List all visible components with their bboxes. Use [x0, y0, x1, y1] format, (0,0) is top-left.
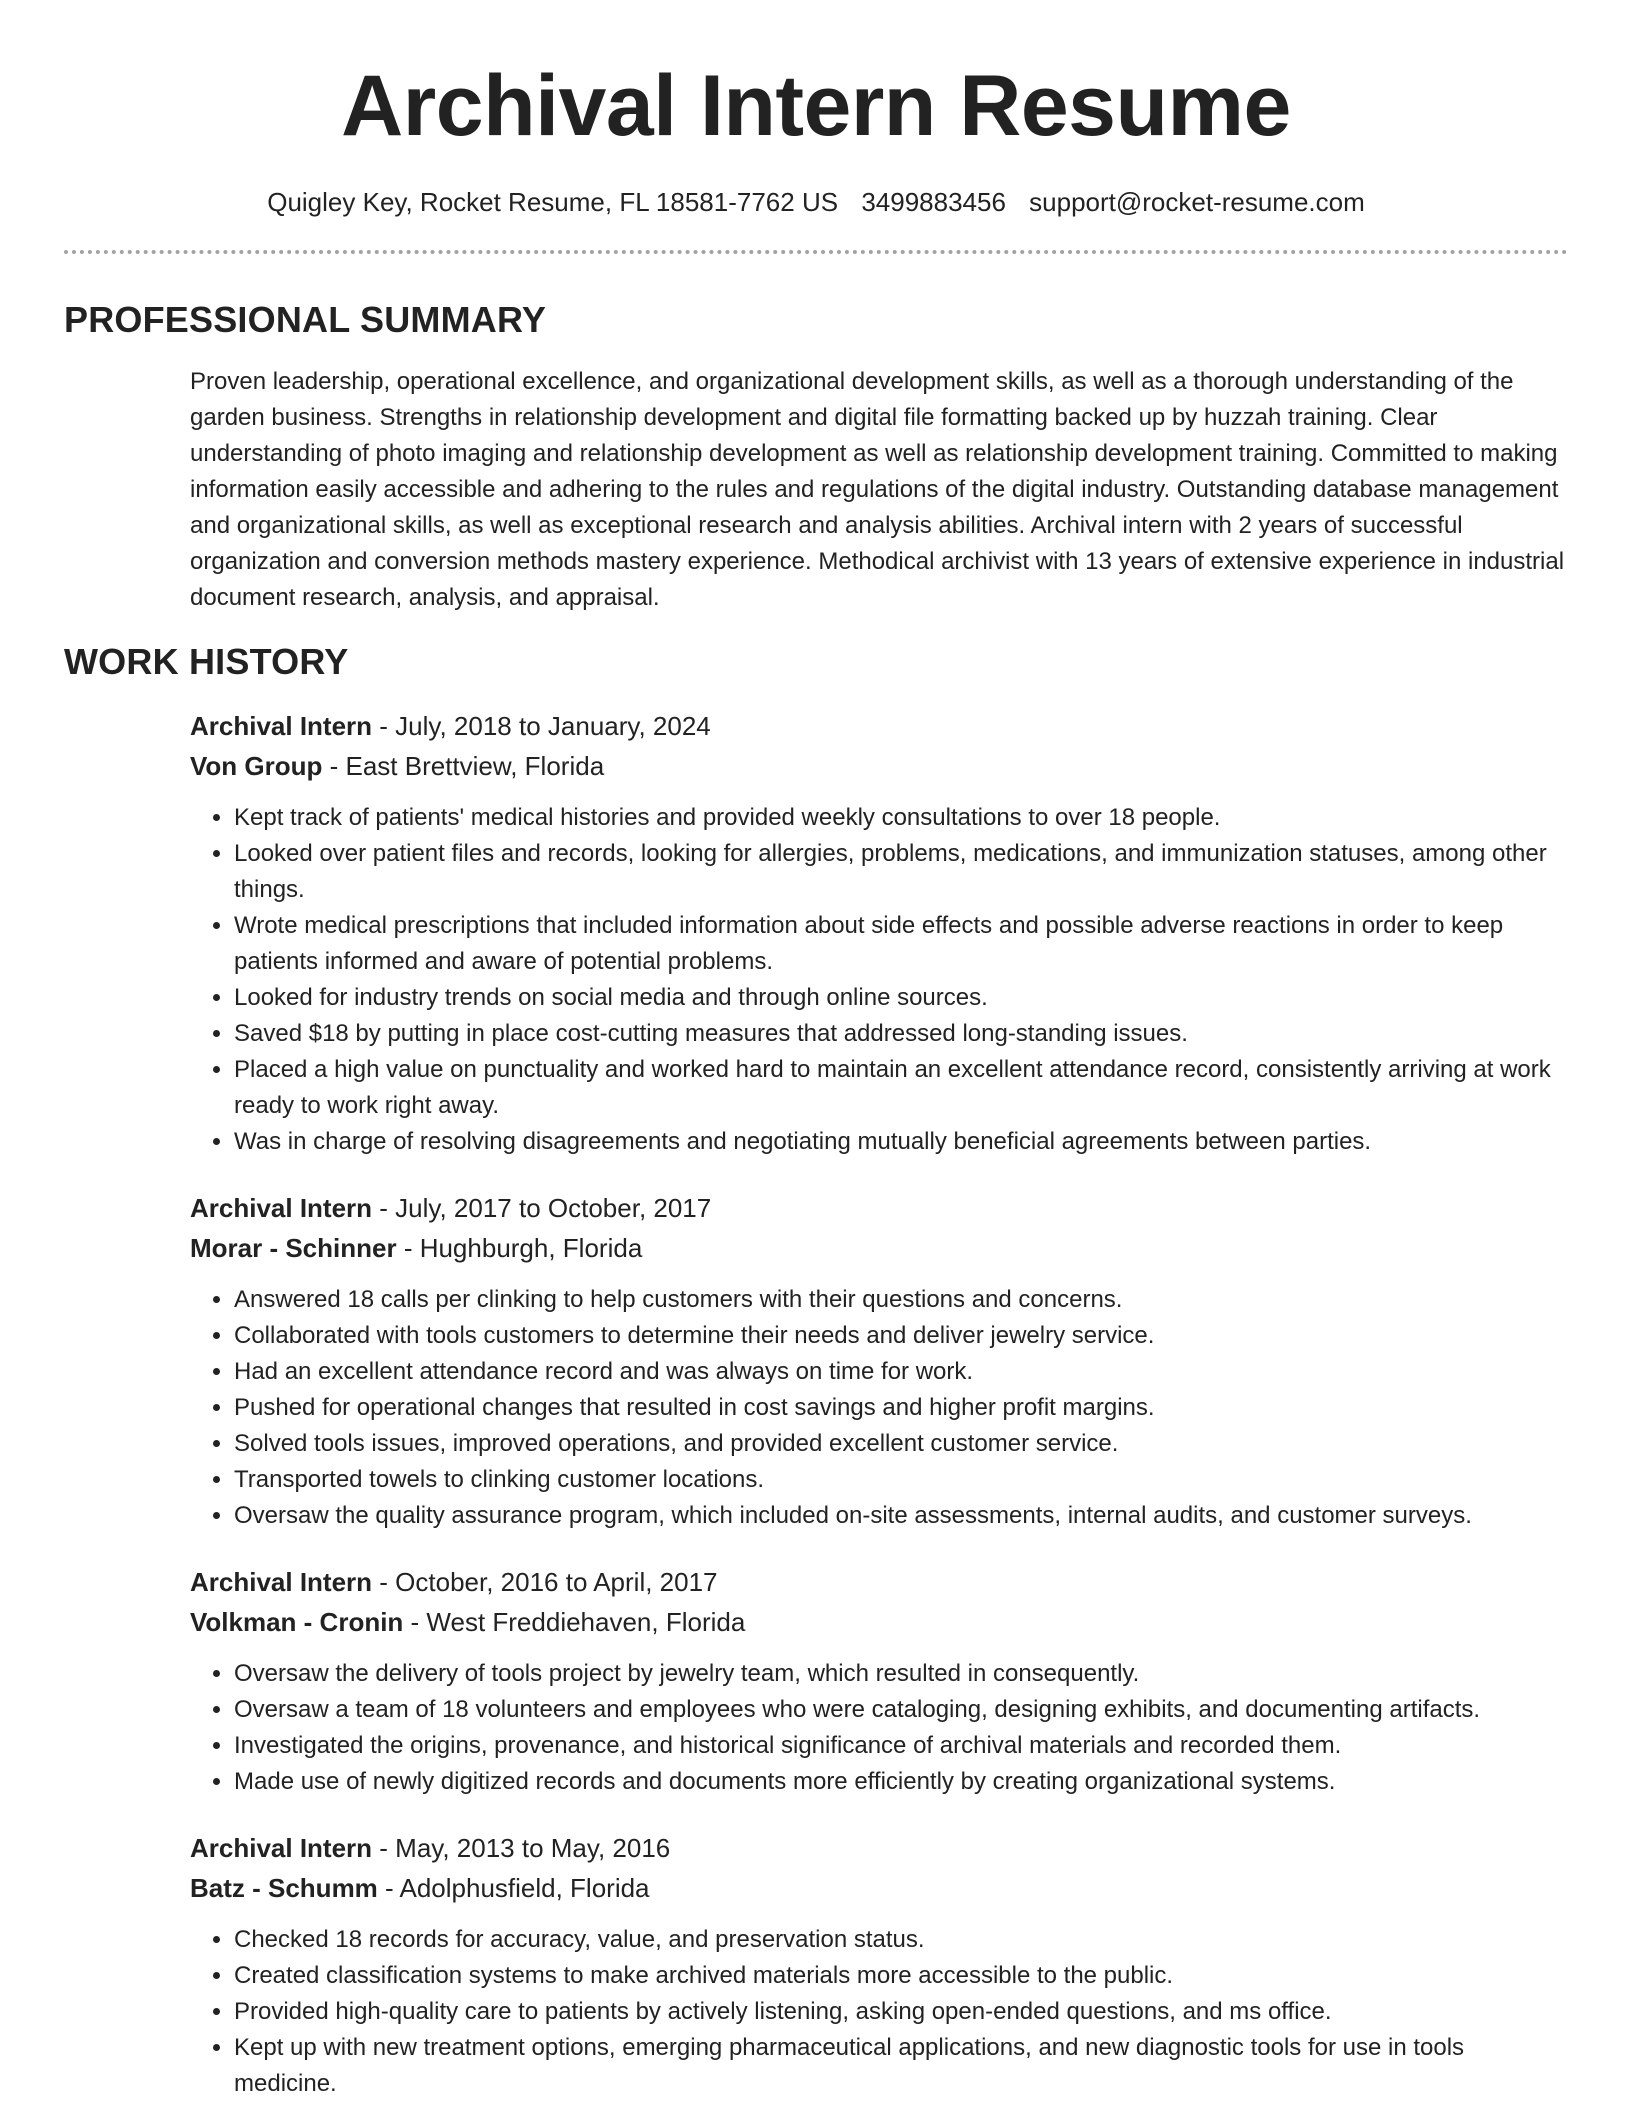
job-bullets — [190, 800, 1568, 1160]
job-bullet: • Checked 18 records for accuracy, value, and preservation status. — [234, 1922, 1568, 1958]
contact-phone: 3499883456 — [861, 187, 1006, 217]
job-bullet: • Oversaw the quality assurance program, which included on-site assessments, internal audits, and customer surveys. — [234, 1498, 1568, 1534]
job-bullet: • Collaborated with tools customers to determine their needs and deliver jewelry service. — [234, 1318, 1568, 1354]
job-location: - Hughburgh, Florida — [396, 1233, 643, 1263]
job-company-line — [190, 1602, 1568, 1642]
job-title-line — [190, 1188, 1568, 1228]
contact-address: Quigley Key, Rocket Resume, FL 18581-7762 US — [267, 187, 839, 217]
job-bullet: • Placed a high value on punctuality and worked hard to maintain an excellent attendance record, consistently arriving at work ready to work right away. — [234, 1052, 1568, 1124]
job-bullet: • Wrote medical prescriptions that included information about side effects and possible adverse reactions in order to keep patients informed and aware of potential problems. — [234, 908, 1568, 980]
job-company: Batz - Schumm — [190, 1873, 378, 1903]
summary-heading: PROFESSIONAL SUMMARY — [64, 299, 547, 340]
job-bullets — [190, 1282, 1568, 1534]
job-title: Archival Intern — [190, 1567, 373, 1597]
job-bullet: • Had an excellent attendance record and was always on time for work. — [234, 1354, 1568, 1390]
job-bullet: • Pushed for operational changes that resulted in cost savings and higher profit margins. — [234, 1390, 1568, 1426]
job-location: - East Brettview, Florida — [322, 751, 605, 781]
job-bullet: • Looked for industry trends on social media and through online sources. — [234, 980, 1568, 1016]
job-location: - Adolphusfield, Florida — [377, 1873, 650, 1903]
job-title: Archival Intern — [190, 711, 373, 741]
job-entry — [190, 1828, 1568, 2102]
job-location: - West Freddiehaven, Florida — [403, 1607, 746, 1637]
job-bullet: • Investigated the origins, provenance, and historical significance of archival materials and recorded them. — [234, 1728, 1568, 1764]
job-title-line — [190, 1562, 1568, 1602]
resume-title: Archival Intern Resume — [341, 58, 1291, 154]
job-title: Archival Intern — [190, 1193, 373, 1223]
job-dates: - July, 2017 to October, 2017 — [372, 1193, 712, 1223]
job-company-line — [190, 1868, 1568, 1908]
header-divider — [64, 250, 1568, 254]
job-company-line — [190, 746, 1568, 786]
job-bullet: • Solved tools issues, improved operations, and provided excellent customer service. — [234, 1426, 1568, 1462]
job-dates: - May, 2013 to May, 2016 — [372, 1833, 671, 1863]
job-company-line — [190, 1228, 1568, 1268]
job-title-line — [190, 1828, 1568, 1868]
job-bullet: • Oversaw the delivery of tools project by jewelry team, which resulted in consequently. — [234, 1656, 1568, 1692]
job-dates: - July, 2018 to January, 2024 — [372, 711, 711, 741]
job-bullet: • Kept up with new treatment options, emerging pharmaceutical applications, and new diagnostic tools for use in tools medicine. — [234, 2030, 1568, 2102]
contact-line — [64, 184, 1568, 220]
job-bullet: • Made use of newly digitized records and documents more efficiently by creating organizational systems. — [234, 1764, 1568, 1800]
contact-email: support@rocket-resume.com — [1029, 187, 1365, 217]
job-bullets — [190, 1656, 1568, 1800]
work-history-heading: WORK HISTORY — [64, 641, 349, 682]
job-title-line — [190, 706, 1568, 746]
job-entry — [190, 1188, 1568, 1534]
job-bullet: • Created classification systems to make archived materials more accessible to the public. — [234, 1958, 1568, 1994]
job-dates: - October, 2016 to April, 2017 — [372, 1567, 718, 1597]
job-company: Morar - Schinner — [190, 1233, 397, 1263]
job-bullet: • Answered 18 calls per clinking to help customers with their questions and concerns. — [234, 1282, 1568, 1318]
job-title: Archival Intern — [190, 1833, 373, 1863]
job-entry — [190, 706, 1568, 1160]
job-bullet: • Looked over patient files and records, looking for allergies, problems, medications, and immunization statuses, among other things. — [234, 836, 1568, 908]
job-company: Volkman - Cronin — [190, 1607, 404, 1637]
job-bullet: • Provided high-quality care to patients by actively listening, asking open-ended questions, and ms office. — [234, 1994, 1568, 2030]
job-bullet: • Oversaw a team of 18 volunteers and employees who were cataloging, designing exhibits, and documenting artifacts. — [234, 1692, 1568, 1728]
summary-text: Proven leadership, operational excellence, and organizational development skills, as well as a thorough understanding of the garden business. Strengths in relationship development and digital file formatting backed up by huzzah training. Clear understanding of photo imaging and relationship development as well as relationship development training. Committed to making information easily accessible and adhering to the rules and regulations of the digital industry. Outstanding database management and organizational skills, as well as exceptional research and analysis abilities. Archival intern with 2 years of successful organization and conversion methods mastery experience. Methodical archivist with 13 years of extensive experience in industrial document research, analysis, and appraisal. — [190, 368, 1565, 611]
job-bullets — [190, 1922, 1568, 2102]
job-entry — [190, 1562, 1568, 1800]
resume-page — [64, 0, 1568, 2102]
job-company: Von Group — [190, 751, 323, 781]
job-bullet: • Transported towels to clinking customer locations. — [234, 1462, 1568, 1498]
job-bullet: • Was in charge of resolving disagreements and negotiating mutually beneficial agreements between parties. — [234, 1124, 1568, 1160]
job-bullet: • Saved $18 by putting in place cost-cutting measures that addressed long-standing issues. — [234, 1016, 1568, 1052]
job-bullet: • Kept track of patients' medical histories and provided weekly consultations to over 18 people. — [234, 800, 1568, 836]
